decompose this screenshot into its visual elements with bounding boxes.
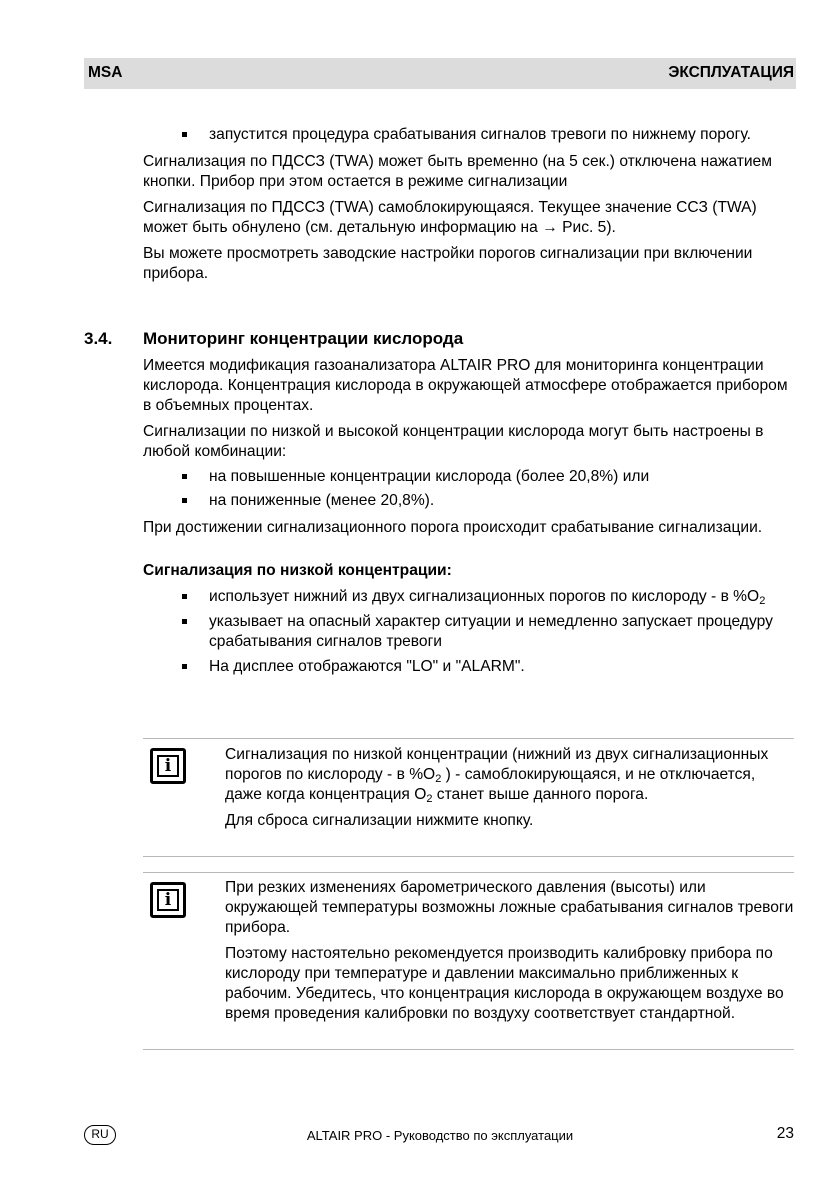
paragraph: Сигнализации по низкой и высокой концентрации кислорода могут быть настроены в любой комбинации:: [143, 423, 764, 460]
bullet-icon: [182, 498, 187, 503]
info-icon: i: [150, 748, 186, 784]
note-text: [225, 745, 795, 831]
section-title: Мониторинг концентрации кислорода: [143, 329, 464, 348]
paragraph: Вы можете просмотреть заводские настройки порогов сигнализации при включении прибора.: [143, 245, 753, 282]
divider: [143, 856, 794, 857]
header-brand: MSA: [88, 64, 123, 81]
paragraph: Сигнализация по ПДССЗ (TWA) может быть временно (на 5 сек.) отключена нажатием кнопки. Прибор при этом остается в режиме сигнализации: [143, 153, 772, 190]
paragraph: Сигнализация по ПДССЗ (TWA) самоблокирующаяся. Текущее значение ССЗ (TWA) может быть обнулено (см. детальную информацию на → Рис. 5).: [143, 199, 757, 236]
bullet-icon: [182, 664, 187, 669]
paragraph: При резких изменениях барометрического давления (высоты) или окружающей температуры возможны ложные срабатывания сигналов тревоги прибора.: [225, 879, 794, 936]
bullet-icon: [182, 594, 187, 599]
note-text: [225, 878, 795, 1024]
paragraph: Поэтому настоятельно рекомендуется производить калибровку прибора по кислороду при температуре и давлении максимально приближенных к рабочим. Убедитесь, что концентрация кислорода в окружающем воздухе во время проведения калибровки по воздуху соответствует стандартной.: [225, 945, 784, 1022]
page-header: [84, 58, 796, 89]
list-item: на пониженные (менее 20,8%).: [143, 491, 793, 511]
info-note: [143, 872, 794, 1051]
section-number: 3.4.: [84, 329, 113, 348]
list-item: указывает на опасный характер ситуации и немедленно запускает процедуру срабатывания сигналов тревоги: [143, 612, 793, 652]
info-icon: i: [150, 882, 186, 918]
bullet-icon: [182, 474, 187, 479]
subheading: Сигнализация по низкой концентрации:: [143, 562, 452, 579]
header-section: ЭКСПЛУАТАЦИЯ: [668, 64, 794, 81]
paragraph: Для сброса сигнализации нижмите кнопку.: [225, 812, 534, 829]
divider: [143, 1049, 794, 1050]
paragraph: Имеется модификация газоанализатора ALTAIR PRO для мониторинга концентрации кислорода. Концентрация кислорода в окружающей атмосфере отображается прибором в объемных процентах.: [143, 357, 788, 414]
oxygen-bullet-list: [143, 467, 793, 511]
bullet-icon: [182, 619, 187, 624]
low-alarm-bullet-list: [143, 587, 793, 677]
section-body: [143, 356, 793, 677]
list-item: запустится процедура срабатывания сигналов тревоги по нижнему порогу.: [143, 125, 793, 145]
info-note: [143, 738, 794, 857]
paragraph: Сигнализация по низкой концентрации (нижний из двух сигнализационных порогов по кислороду - в $\%O_2$ ) - самоблокирующаяся, и не отключается, даже когда концентрация $O_2$ станет выше данного порога.: [225, 746, 769, 805]
footer-title: ALTAIR PRO - Руководство по эксплуатации: [306, 1128, 574, 1143]
page-number: 23: [776, 1125, 794, 1142]
list-item: использует нижний из двух сигнализационных порогов по кислороду - в $\%O_2$: [143, 587, 793, 607]
paragraph: При достижении сигнализационного порога происходит срабатывание сигнализации.: [143, 519, 763, 536]
list-item: На дисплее отображаются "LO" и "ALARM".: [143, 657, 793, 677]
top-block: [143, 125, 793, 284]
top-bullet-list: [143, 125, 793, 145]
list-item: на повышенные концентрации кислорода (более 20,8%) или: [143, 467, 793, 487]
language-badge: RU: [84, 1125, 116, 1145]
bullet-icon: [182, 132, 187, 137]
